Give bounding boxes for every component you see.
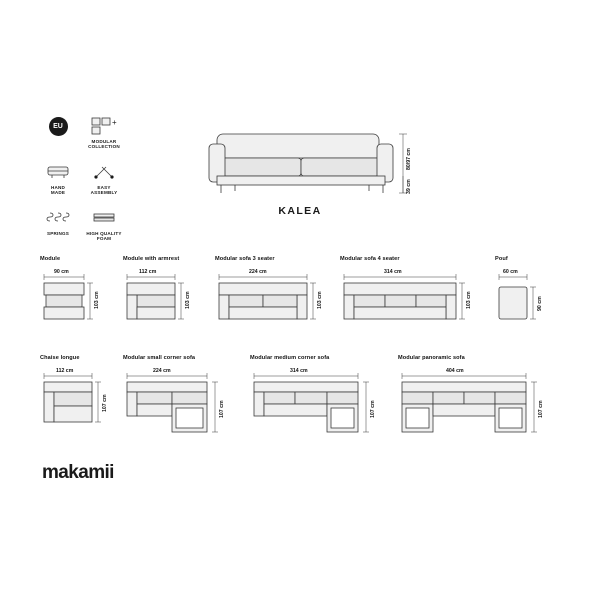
eu-circle-icon: [49, 115, 68, 137]
badge-collection-label: COLLECTION: [88, 144, 120, 150]
svg-text:60 cm: 60 cm: [503, 269, 518, 275]
brand-suffix: ii: [104, 462, 114, 483]
product-corner-small-name: Modular small corner sofa: [123, 355, 196, 361]
badge-modular-label: MODULAR: [91, 139, 117, 144]
svg-text:107 cm: 107 cm: [102, 394, 108, 412]
badge-highquality-label: HIGH QUALITY: [86, 230, 122, 236]
svg-text:39 cm: 39 cm: [406, 179, 412, 194]
product-chaise-name: Chaise longue: [40, 355, 80, 361]
product-sofa-4-seater: [340, 256, 480, 337]
svg-text:314 cm: 314 cm: [290, 368, 308, 374]
badge-springs: [40, 207, 76, 242]
page-title: KALEA: [278, 205, 322, 217]
svg-text:107 cm: 107 cm: [370, 400, 376, 418]
modular-blocks-icon: [91, 115, 117, 137]
svg-text:103 cm: 103 cm: [317, 291, 323, 309]
svg-text:103 cm: 103 cm: [466, 291, 472, 309]
svg-text:+: +: [112, 118, 117, 127]
svg-text:224 cm: 224 cm: [153, 368, 171, 374]
eu-label: EU: [53, 122, 63, 130]
brand-logo: [42, 462, 114, 484]
product-module-armrest-name: Module with armrest: [123, 256, 180, 262]
product-corner-medium: [250, 355, 390, 444]
badge-foam-label: FOAM: [96, 236, 112, 242]
badge-hand-label: HAND: [50, 184, 66, 190]
svg-text:90 cm: 90 cm: [54, 269, 69, 275]
svg-text:103 cm: 103 cm: [185, 291, 191, 309]
badge-eu-made: [40, 115, 76, 150]
product-sofa-3-seater: [215, 256, 331, 337]
product-pouf-name: Pouf: [495, 256, 508, 262]
product-sofa-3-name: Modular sofa 3 seater: [215, 256, 275, 262]
product-corner-medium-name: Modular medium corner sofa: [250, 355, 330, 361]
svg-text:224 cm: 224 cm: [249, 269, 267, 275]
product-panoramic-name: Modular panoramic sofa: [398, 355, 465, 361]
product-pouf: [495, 256, 565, 337]
badge-easy-label: EASY: [97, 184, 111, 190]
springs-icon: [47, 207, 69, 229]
svg-text:112 cm: 112 cm: [56, 368, 74, 374]
badge-row-1: [40, 115, 130, 150]
foam-layers-icon: [92, 207, 116, 229]
badge-modular-collection: [86, 115, 122, 150]
brand-name: makam: [42, 462, 105, 483]
svg-text:404 cm: 404 cm: [446, 368, 464, 374]
feature-badges: [40, 115, 130, 252]
product-panoramic: [398, 355, 558, 444]
badge-easy-assembly: [86, 161, 122, 196]
svg-text:314 cm: 314 cm: [384, 269, 402, 275]
badge-assembly-label: ASSEMBLY: [90, 190, 118, 196]
badge-row-3: [40, 207, 130, 242]
hand-made-icon: [46, 161, 70, 183]
badge-made-label: MADE: [50, 190, 66, 196]
product-corner-small: [123, 355, 241, 444]
product-sofa-4-name: Modular sofa 4 seater: [340, 256, 400, 262]
badge-hand-made: [40, 161, 76, 196]
badge-springs-label: SPRINGS: [46, 230, 70, 236]
svg-text:90 cm: 90 cm: [537, 296, 543, 311]
svg-text:107 cm: 107 cm: [538, 400, 544, 418]
product-chaise-longue: [40, 355, 126, 444]
badge-high-quality-foam: [86, 207, 122, 242]
badge-row-2: [40, 161, 130, 196]
svg-text:80/97 cm: 80/97 cm: [406, 148, 412, 170]
product-module-name: Module: [40, 256, 61, 262]
tools-icon: [92, 161, 116, 183]
product-module: [40, 256, 112, 337]
product-module-armrest: [123, 256, 209, 337]
svg-text:112 cm: 112 cm: [139, 269, 157, 275]
svg-text:103 cm: 103 cm: [94, 291, 100, 309]
svg-text:107 cm: 107 cm: [219, 400, 225, 418]
